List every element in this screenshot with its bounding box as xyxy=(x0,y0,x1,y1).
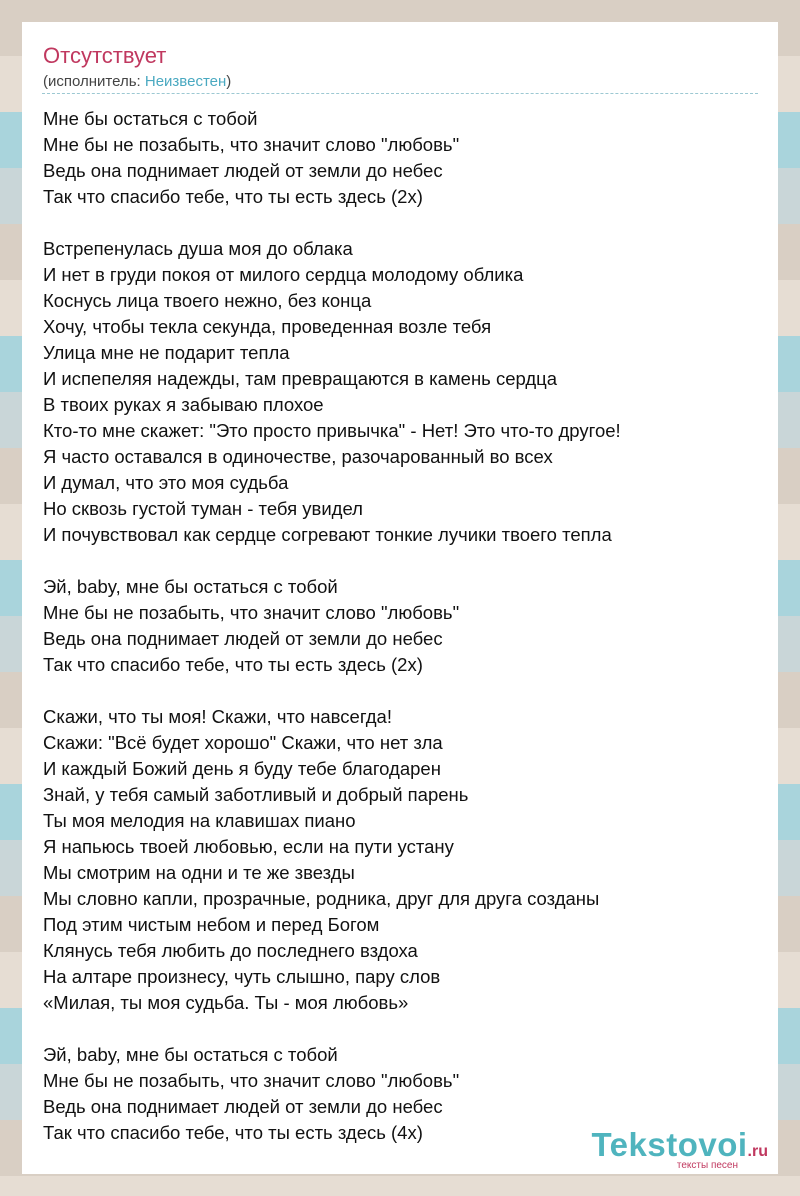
lyric-line: Ведь она поднимает людей от земли до небес xyxy=(43,628,443,649)
lyric-line: Ведь она поднимает людей от земли до небес xyxy=(43,160,443,181)
lyric-line: Ведь она поднимает людей от земли до небес xyxy=(43,1096,443,1117)
lyric-line: В твоих руках я забываю плохое xyxy=(43,394,324,415)
lyric-line: Мы словно капли, прозрачные, родника, друг для друга созданы xyxy=(43,888,600,909)
lyric-line: И почувствовал как сердце согревают тонкие лучики твоего тепла xyxy=(43,524,612,545)
performer-prefix: (исполнитель: xyxy=(43,73,145,90)
lyric-line xyxy=(43,1016,768,1042)
title-divider xyxy=(42,93,758,94)
logo-tagline: тексты песен xyxy=(676,1160,738,1171)
lyric-line: «Милая, ты моя судьба. Ты - моя любовь» xyxy=(43,992,409,1013)
lyric-line: Я напьюсь твоей любовью, если на пути устану xyxy=(43,836,454,857)
lyric-line: И каждый Божий день я буду тебе благодарен xyxy=(43,758,441,779)
lyric-line: И думал, что это моя судьба xyxy=(43,472,289,493)
site-logo[interactable] xyxy=(591,1126,768,1171)
performer-suffix: ) xyxy=(226,73,232,90)
performer-link[interactable]: Неизвестен xyxy=(144,73,227,90)
performer-line xyxy=(43,73,231,90)
lyric-line xyxy=(43,210,768,236)
lyric-line: Так что спасибо тебе, что ты есть здесь (2х) xyxy=(43,654,423,675)
lyric-line: Улица мне не подарит тепла xyxy=(43,342,290,363)
lyrics-card xyxy=(22,22,778,1174)
lyric-line: Встрепенулась душа моя до облака xyxy=(43,238,353,259)
lyric-line: Скажи, что ты моя! Скажи, что навсегда! xyxy=(43,706,392,727)
lyric-line: Клянусь тебя любить до последнего вздоха xyxy=(43,940,418,961)
lyric-line: Под этим чистым небом и перед Богом xyxy=(43,914,380,935)
lyric-line: Эй, baby, мне бы остаться с тобой xyxy=(43,576,338,597)
lyric-line: Я часто оставался в одиночестве, разочарованный во всех xyxy=(43,446,553,467)
lyric-line: Хочу, чтобы текла секунда, проведенная возле тебя xyxy=(43,316,492,337)
lyric-line xyxy=(43,678,768,704)
lyric-line: Мне бы остаться с тобой xyxy=(43,108,258,129)
song-title: Отсутствует xyxy=(43,43,167,68)
lyric-line: Эй, baby, мне бы остаться с тобой xyxy=(43,1044,338,1065)
lyric-line: И нет в груди покоя от милого сердца молодому облика xyxy=(43,264,524,285)
lyric-line: Мне бы не позабыть, что значит слово "любовь" xyxy=(43,1070,460,1091)
lyric-line: Ты моя мелодия на клавишах пиано xyxy=(43,810,356,831)
lyric-line: Но сквозь густой туман - тебя увидел xyxy=(43,498,363,519)
lyric-line xyxy=(43,548,768,574)
lyric-line: Коснусь лица твоего нежно, без конца xyxy=(43,290,372,311)
lyric-line: Скажи: "Всё будет хорошо" Скажи, что нет зла xyxy=(43,732,443,753)
lyric-line: И испепеляя надежды, там превращаются в камень сердца xyxy=(43,368,558,389)
lyric-line: Так что спасибо тебе, что ты есть здесь (2х) xyxy=(43,186,423,207)
lyrics-text xyxy=(43,106,768,1146)
lyric-line: Мне бы не позабыть, что значит слово "любовь" xyxy=(43,602,460,623)
lyric-line: На алтаре произнесу, чуть слышно, пару слов xyxy=(43,966,441,987)
logo-name: Tekstovoi xyxy=(591,1126,748,1163)
lyric-line: Кто-то мне скажет: "Это просто привычка" - Нет! Это что-то другое! xyxy=(43,420,621,441)
lyric-line: Мы смотрим на одни и те же звезды xyxy=(43,862,355,883)
logo-tld: .ru xyxy=(747,1143,768,1160)
lyric-line: Мне бы не позабыть, что значит слово "любовь" xyxy=(43,134,460,155)
lyric-line: Знай, у тебя самый заботливый и добрый парень xyxy=(43,784,469,805)
lyric-line: Так что спасибо тебе, что ты есть здесь (4х) xyxy=(43,1122,423,1143)
